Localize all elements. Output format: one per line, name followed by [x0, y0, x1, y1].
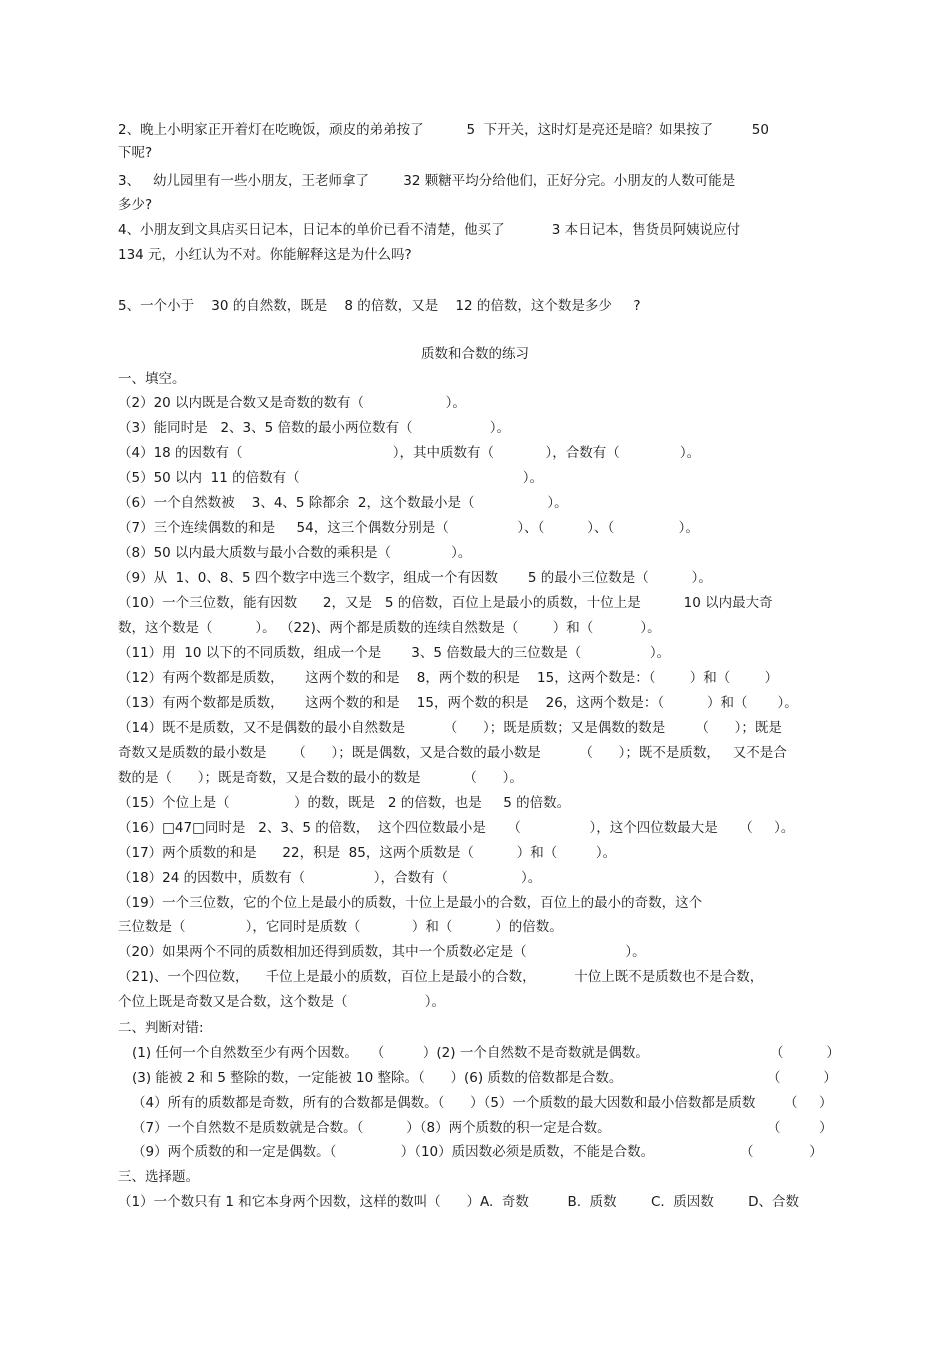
tf-row-answer: （ ）: [740, 1144, 823, 1160]
fill-line: （20）如果两个不同的质数相加还得到质数，其中一个质数必定是（ ）。: [118, 944, 646, 960]
fill-line: 数，这个数是（ ）。 （22)、两个都是质数的连续自然数是（ ）和（ ）。: [118, 620, 661, 636]
fill-line: 奇数又是质数的最小数是 （ ）；既是偶数，又是合数的最小数是 （ ）；既不是质数， 又不是合: [118, 745, 787, 761]
fill-line: （3）能同时是 2、3、5 倍数的最小两位数有（ ）。: [118, 420, 511, 436]
fill-line: （5）50 以内 11 的倍数有（ ）。: [118, 470, 544, 486]
fill-line: （2）20 以内既是合数又是奇数的数有（ ）。: [118, 395, 466, 411]
tf-row-answer: （ ）: [770, 1045, 840, 1061]
q2-line2: 下呢?: [118, 145, 153, 161]
choice-heading: 三、选择题。: [118, 1169, 199, 1185]
tf-row-left: （9）两个质数的和一定是偶数。（ ）（10）质因数必须是质数，不能是合数。: [132, 1144, 655, 1160]
fill-line: （17）两个质数的和是 22，积是 85，这两个质数是（ ）和（ ）。: [118, 845, 617, 861]
fill-line: （6）一个自然数被 3、4、5 除都余 2，这个数最小是（ ）。: [118, 495, 568, 511]
fill-line: （10）一个三位数，能有因数 2，又是 5 的倍数，百位上是最小的质数，十位上是 10 以内最大奇: [118, 595, 773, 611]
choice-q1: （1）一个数只有 1 和它本身两个因数，这样的数叫（ ）A. 奇数 B. 质数 C. 质因数 D、合数: [118, 1194, 799, 1210]
tf-row-answer: （ ）: [784, 1095, 833, 1111]
fill-line: （11）用 10 以下的不同质数，组成一个是 3、5 倍数最大的三位数是（ ）。: [118, 645, 671, 661]
fill-line: （7）三个连续偶数的和是 54，这三个偶数分别是（ ）、（ ）、（ ）。: [118, 520, 699, 536]
q4-line2: 134 元，小红认为不对。你能解释这是为什么吗?: [118, 247, 412, 263]
tf-row-left: (1) 任何一个自然数至少有两个因数。 （ ）(2) 一个自然数不是奇数就是偶数。: [132, 1045, 649, 1061]
fill-line: 数的是（ ）；既是奇数，又是合数的最小的数是 （ ）。: [118, 770, 523, 786]
fill-line: （13）有两个数都是质数， 这两个数的和是 15，两个数的积是 26，这两个数是：（ ）和（ ）。: [118, 695, 798, 711]
tf-row-left: （4）所有的质数都是奇数，所有的合数都是偶数。（ ）（5）一个质数的最大因数和最小倍数都是质数: [132, 1095, 756, 1111]
page-title: 质数和合数的练习: [421, 346, 529, 362]
q3-line1: 3、 幼儿园里有一些小朋友，王老师拿了 32 颗糖平均分给他们，正好分完。小朋友的人数可能是: [118, 173, 736, 189]
tf-row-answer: （ ）: [767, 1070, 837, 1086]
q3-line2: 多少?: [118, 197, 153, 213]
fill-line: （18）24 的因数中，质数有（ ），合数有（ ）。: [118, 870, 542, 886]
tf-row-left: （7）一个自然数不是质数就是合数。（ ）（8）两个质数的积一定是合数。: [132, 1120, 611, 1136]
fill-line: （9）从 1、0、8、5 四个数字中选三个数字，组成一个有因数 5 的最小三位数是（ ）。: [118, 570, 712, 586]
fill-line: （12）有两个数都是质数， 这两个数的和是 8，两个数的积是 15，这两个数是：（ ）和（ ）: [118, 670, 779, 686]
fill-line: （8）50 以内最大质数与最小合数的乘积是（ ）。: [118, 545, 472, 561]
fill-line: （16）□47□同时是 2、3、5 的倍数， 这个四位数最小是 （ ），这个四位数最大是 （ ）。: [118, 820, 795, 836]
fill-line: 三位数是（ ），它同时是质数（ ）和（ ）的倍数。: [118, 919, 563, 935]
fill-line: 个位上既是奇数又是合数，这个数是（ ）。: [118, 994, 445, 1010]
fill-blank-heading: 一、填空。: [118, 371, 186, 387]
q4-line1: 4、小朋友到文具店买日记本，日记本的单价已看不清楚，他买了 3 本日记本，售货员阿姨说应付: [118, 222, 741, 238]
fill-line: （4）18 的因数有（ ），其中质数有（ ），合数有（ ）。: [118, 445, 701, 461]
true-false-heading: 二、判断对错:: [118, 1020, 204, 1036]
tf-row-left: (3) 能被 2 和 5 整除的数，一定能被 10 整除。（ ）(6) 质数的倍数都是合数。: [132, 1070, 623, 1086]
q5-line1: 5、一个小于 30 的自然数，既是 8 的倍数，又是 12 的倍数，这个数是多少 ?: [118, 298, 641, 314]
fill-line: （21)、一个四位数， 千位上是最小的质数，百位上是最小的合数， 十位上既不是质数也不是合数，: [118, 969, 764, 985]
fill-line: （14）既不是质数，又不是偶数的最小自然数是 （ ）；既是质数；又是偶数的数是 （ ）；既是: [118, 720, 782, 736]
fill-line: （15）个位上是（ ）的数，既是 2 的倍数，也是 5 的倍数。: [118, 795, 571, 811]
fill-line: （19）一个三位数，它的个位上是最小的质数，十位上是最小的合数，百位上的最小的奇数，这个: [118, 895, 703, 911]
tf-row-answer: （ ）: [767, 1120, 833, 1136]
q2-line1: 2、晚上小明家正开着灯在吃晚饭，顽皮的弟弟按了 5 下开关，这时灯是亮还是暗？如果按了 50: [118, 122, 769, 138]
